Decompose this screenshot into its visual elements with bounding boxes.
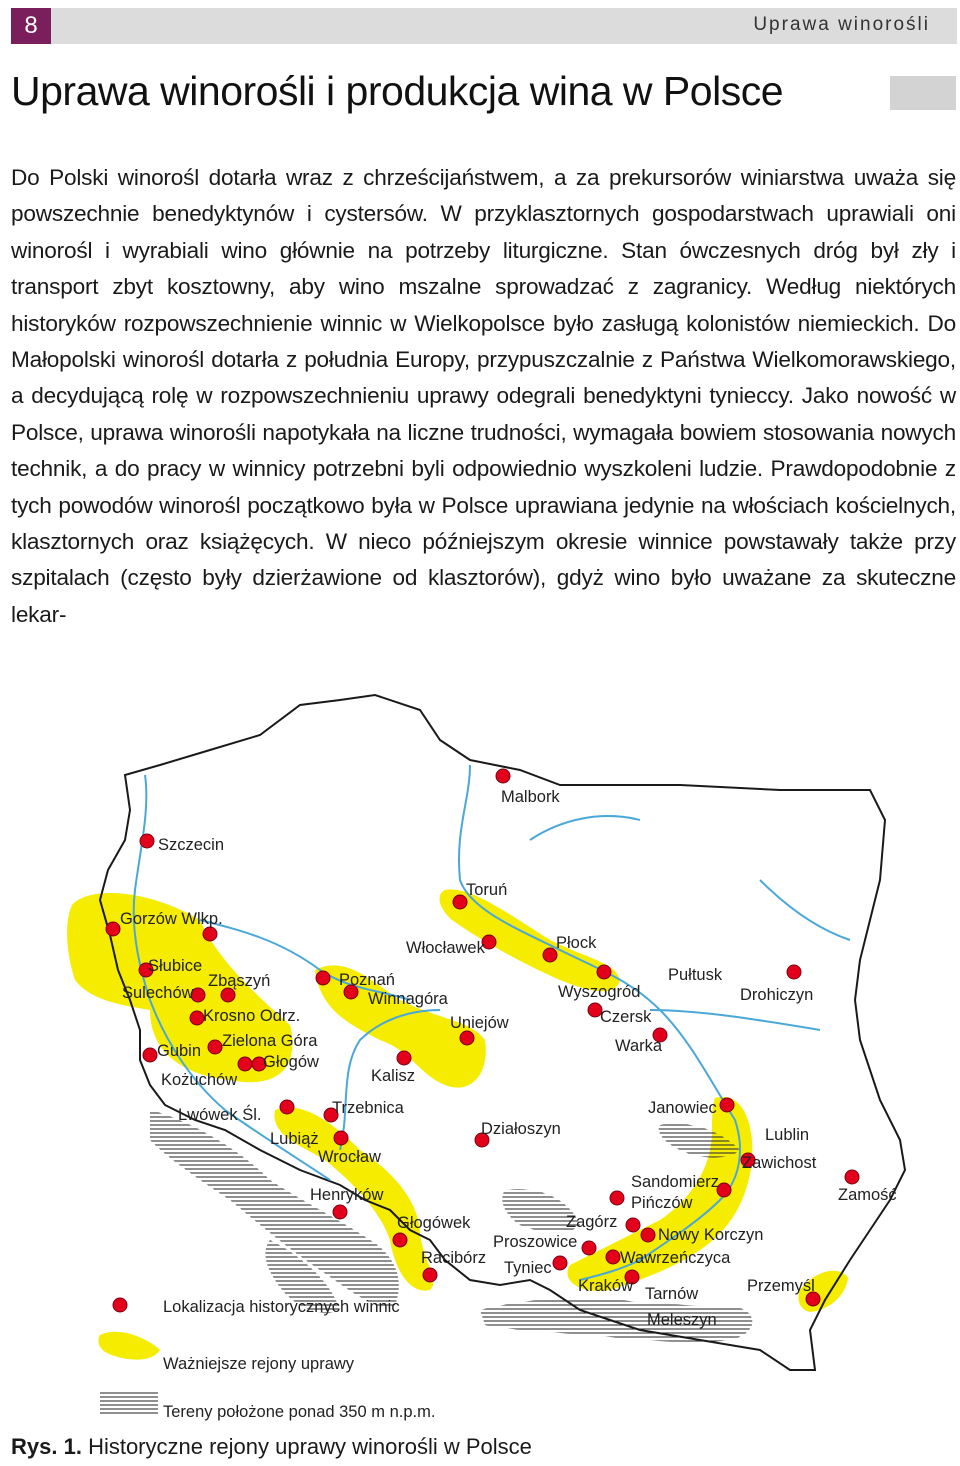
dot-krosno [190,1011,204,1025]
dot-szczecin [140,834,154,848]
dot-zamosc [845,1170,859,1184]
label-lubiaz: Lubiąż [270,1130,319,1148]
dot-gubin [143,1048,157,1062]
label-przemysl: Przemyśl [747,1277,815,1295]
map-legend [98,1298,435,1421]
dot-lubiaz [280,1100,294,1114]
legend-highlands: Tereny położone ponad 350 m n.p.m. [163,1403,436,1421]
dot-zbaszyn [221,988,235,1002]
label-nowykorczyn: Nowy Korczyn [658,1226,764,1244]
dot-poznan [316,971,330,985]
label-trzebnica: Trzebnica [332,1099,404,1117]
label-gorzow: Gorzów Wlkp. [120,910,223,928]
dot-pinczow [610,1191,624,1205]
label-raciborz: Racibórz [421,1249,487,1267]
label-kozuchow: Kożuchów [161,1071,238,1089]
dot-gorzow-2 [203,927,217,941]
label-wawrzenczyca: Wawrzeńczyca [620,1249,731,1267]
label-warka: Warka [615,1037,663,1055]
label-krakow: Kraków [578,1277,634,1295]
dot-zagorz [626,1218,640,1232]
dot-nowykorczyn [641,1228,655,1242]
title-decoration [890,76,956,110]
label-kalisz: Kalisz [371,1067,416,1085]
label-szczecin: Szczecin [158,836,225,854]
label-janowiec: Janowiec [648,1099,717,1117]
label-tyniec: Tyniec [504,1259,552,1277]
legend-locations: Lokalizacja historycznych winnic [163,1298,400,1316]
label-plock: Płock [556,934,597,952]
label-wyszogrod: Wyszogród [558,983,641,1001]
dot-henrykow [333,1205,347,1219]
label-winnagora: Winnagóra [368,990,448,1008]
legend-region-swatch [98,1332,160,1360]
label-sulechow: Sulechów [122,984,194,1002]
dot-malbork [496,769,510,783]
dot-proszowice [582,1241,596,1255]
label-glogow: Głogów [263,1053,319,1071]
label-torun: Toruń [466,881,508,899]
label-meleszyn: Meleszyn [647,1311,717,1329]
label-tarnow: Tarnów [645,1285,699,1303]
caption-text: Historyczne rejony uprawy winorośli w Polsce [88,1434,532,1459]
dot-gorzow [106,922,120,936]
body-paragraph: Do Polski winorośl dotarła wraz z chrześcijaństwem, a za prekursorów winiarstwa uważa się powszechnie benedyktynów i cystersów. W przyklasztornych gospodarstwach uprawiali oni winorośl i wyrabiali wino głównie na potrzeby liturgiczne. Stan ówczesnych dróg był zły i transport zbyt kosztowny, aby wino mszalne sprowadzać z zagranicy. Według niektórych historyków rozpowszechnienie winnic w Wielkopolsce było zasługą kolonistów niemieckich. Do Małopolski winorośl dotarła z południa Europy, przypuszczalnie z Państwa Wielkomorawskiego, a decydującą rolę w rozpowszechnieniu uprawy odegrali benedyktyni tynieccy. Jako nowość w Polsce, uprawa winorośli napotykała na liczne trudności, wymagała bowiem stosowania nowych technik, a do pracy w winnicy potrzebni byli odpowiednio wyszkoleni ludzie. Prawdopodobnie z tych powodów winorośl początkowo była w Polsce uprawiana jedynie na włościach kościelnych, klasztornych oraz książęcych. W nieco późniejszym okresie winnice powstawały także przy szpitalach (często były dzierżawione od klasztorów), gdyż wino było uważane za skuteczne lekar- [11,165,956,627]
label-henrykow: Henryków [310,1186,384,1204]
dot-zielona [208,1040,222,1054]
label-pultusk: Pułtusk [668,966,723,984]
caption-label: Rys. 1. [11,1434,82,1459]
dot-sandomierz [717,1183,731,1197]
legend-dot-icon [113,1298,127,1312]
dot-torun [453,895,467,909]
label-malbork: Malbork [501,788,560,806]
dot-glogow [238,1057,252,1071]
label-gubin: Gubin [157,1042,202,1060]
dot-wawrzenczyca [606,1250,620,1264]
legend-regions: Ważniejsze rejony uprawy [163,1355,355,1373]
dot-janowiec [720,1098,734,1112]
page-number: 8 [11,8,51,44]
running-head: Uprawa winorośli [753,14,930,35]
dot-plock [543,948,557,962]
label-zamosc: Zamość [838,1186,897,1204]
dot-glogowek [393,1233,407,1247]
label-glogowek: Głogówek [397,1214,471,1232]
label-zagorz: Zagórz [566,1213,618,1231]
label-czersk: Czersk [600,1008,652,1026]
label-poznan: Poznań [339,971,395,989]
label-uniejow: Uniejów [450,1014,509,1032]
dot-raciborz [423,1268,437,1282]
label-lwowek: Lwówek Śl. [178,1106,262,1124]
label-wroclaw: Wrocław [318,1148,381,1166]
label-lublin: Lublin [765,1126,810,1144]
dot-uniejow [460,1031,474,1045]
dot-pultusk [597,965,611,979]
dot-kalisz [397,1051,411,1065]
label-dzialoszyn: Działoszyn [481,1120,561,1138]
label-sandomierz: Sandomierz [631,1173,720,1191]
label-zielona: Zielona Góra [222,1032,318,1050]
dot-tyniec [553,1256,567,1270]
label-pinczow: Pińczów [631,1194,693,1212]
label-krosno: Krosno Odrz. [203,1007,301,1025]
label-proszowice: Proszowice [493,1233,578,1251]
dot-wroclaw [334,1131,348,1145]
label-wloclawek: Włocławek [406,939,485,957]
dot-drohiczyn [787,965,801,979]
poland-vineyard-map [0,680,960,1430]
figure-caption [11,1434,532,1460]
legend-highland-swatch [100,1390,158,1414]
label-zbaszyn: Zbąszyń [208,972,271,990]
label-slubice: Słubice [148,957,203,975]
page-title: Uprawa winorośli i produkcja wina w Polsce [11,68,783,114]
label-zawichost: Zawichost [742,1154,817,1172]
label-drohiczyn: Drohiczyn [740,986,814,1004]
